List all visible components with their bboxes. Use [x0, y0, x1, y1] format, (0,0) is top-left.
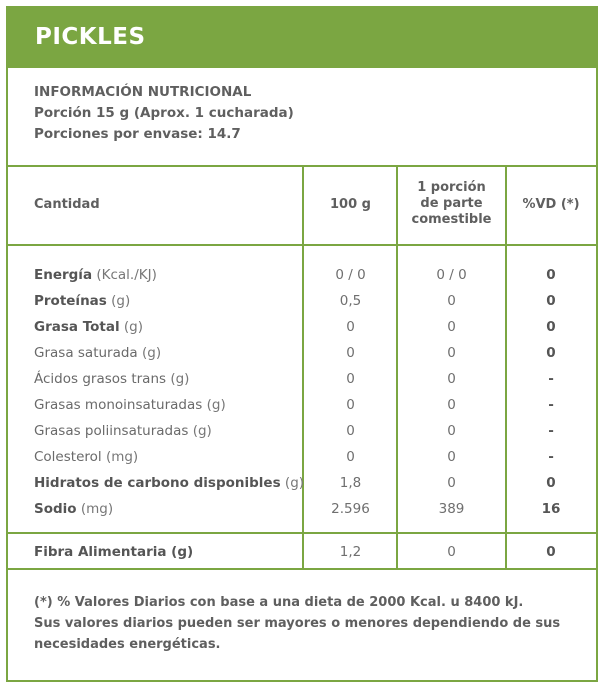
value-100g: 0 [346, 319, 355, 335]
column-header-portion-line3: comestible [411, 212, 492, 227]
table-row-fiber [8, 540, 596, 566]
value-vd: 0 [546, 544, 556, 560]
column-header-portion [398, 180, 505, 228]
servings-per-container: Porciones por envase: 14.7 [34, 126, 241, 142]
value-vd: 0 [546, 475, 556, 491]
row-label: Sodio (mg) [34, 501, 114, 517]
value-portion: 0 [447, 371, 456, 387]
row-label: Grasa saturada (g) [34, 345, 162, 361]
row-label: Fibra Alimentaria (g) [34, 544, 194, 560]
row-label: Grasas monoinsaturadas (g) [34, 397, 226, 413]
value-portion: 0 / 0 [436, 267, 467, 283]
value-vd: - [548, 397, 554, 413]
value-portion: 0 [447, 319, 456, 335]
value-100g: 0 [346, 371, 355, 387]
table-row [8, 471, 596, 497]
footnote-line1: (*) % Valores Diarios con base a una dieta de 2000 Kcal. u 8400 kJ. [34, 595, 524, 610]
value-100g: 0,5 [339, 293, 362, 309]
row-label: Colesterol (mg) [34, 449, 139, 465]
value-100g: 0 / 0 [335, 267, 366, 283]
portion-size: Porción 15 g (Aprox. 1 cucharada) [34, 105, 294, 121]
value-vd: - [548, 371, 554, 387]
column-header-portion-line1: 1 porción [417, 180, 486, 195]
info-heading: INFORMACIÓN NUTRICIONAL [34, 84, 252, 100]
table-row [8, 497, 596, 523]
table-row [8, 341, 596, 367]
column-header-100g: 100 g [330, 197, 371, 212]
column-header-quantity: Cantidad [34, 197, 100, 212]
table-row [8, 445, 596, 471]
value-portion: 389 [438, 501, 465, 517]
value-100g: 0 [346, 449, 355, 465]
value-vd: 16 [541, 501, 561, 517]
value-100g: 0 [346, 345, 355, 361]
column-header-portion-line2: de parte [420, 196, 483, 211]
value-100g: 0 [346, 397, 355, 413]
divider [8, 532, 596, 534]
value-100g: 0 [346, 423, 355, 439]
row-label: Ácidos grasos trans (g) [34, 371, 190, 387]
value-vd: 0 [546, 293, 556, 309]
value-100g: 1,8 [339, 475, 362, 491]
row-label: Proteínas (g) [34, 293, 131, 309]
row-label: Grasa Total (g) [34, 319, 143, 335]
value-vd: - [548, 449, 554, 465]
value-vd: 0 [546, 267, 556, 283]
value-portion: 0 [447, 345, 456, 361]
divider [8, 568, 596, 570]
footnote-line3: necesidades energéticas. [34, 637, 221, 652]
table-row [8, 315, 596, 341]
nutrition-label [6, 6, 598, 682]
value-vd: 0 [546, 345, 556, 361]
value-portion: 0 [447, 449, 456, 465]
row-label: Hidratos de carbono disponibles (g) [34, 475, 305, 491]
column-header-vd: %VD (*) [522, 197, 580, 212]
table-row [8, 367, 596, 393]
value-100g: 1,2 [339, 544, 362, 560]
row-label: Energía (Kcal./KJ) [34, 267, 157, 283]
value-portion: 0 [447, 423, 456, 439]
footnote-line2: Sus valores diarios pueden ser mayores o menores dependiendo de sus [34, 616, 561, 631]
row-label: Grasas poliinsaturadas (g) [34, 423, 212, 439]
table-row [8, 263, 596, 289]
title-bar [8, 8, 596, 68]
product-title: PICKLES [35, 24, 146, 50]
value-100g: 2.596 [331, 501, 370, 517]
table-row [8, 393, 596, 419]
value-portion: 0 [447, 293, 456, 309]
value-portion: 0 [447, 544, 456, 560]
value-portion: 0 [447, 475, 456, 491]
value-portion: 0 [447, 397, 456, 413]
value-vd: 0 [546, 319, 556, 335]
table-row [8, 289, 596, 315]
value-vd: - [548, 423, 554, 439]
table-row [8, 419, 596, 445]
